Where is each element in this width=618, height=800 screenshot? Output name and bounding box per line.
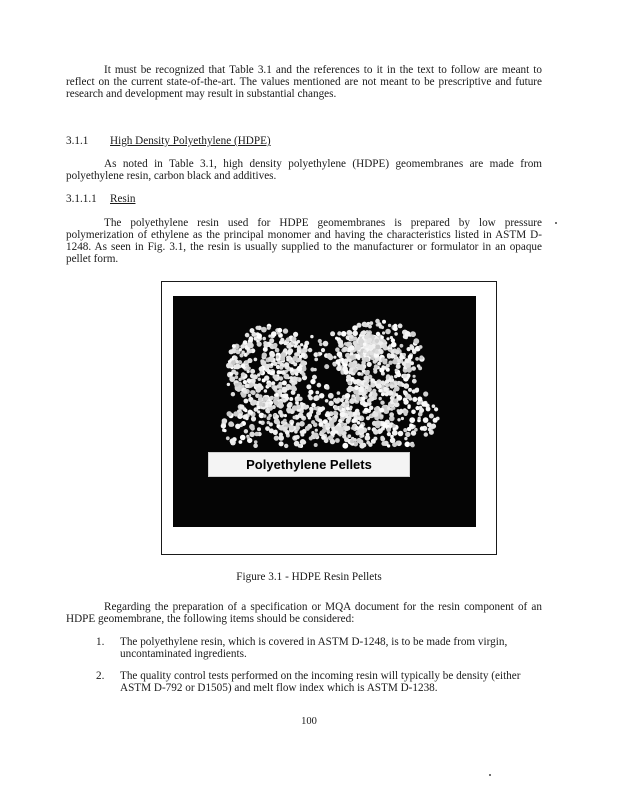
scan-speck <box>489 774 491 776</box>
list-marker: 1. <box>96 636 105 648</box>
list-text: The polyethylene resin, which is covered in ASTM D-1248, is to be made from virgin, uncontaminated ingredients. <box>120 636 508 660</box>
section-number: 3.1.1 <box>66 135 89 147</box>
pellets-image <box>173 296 476 527</box>
page-number: 100 <box>301 716 317 727</box>
scan-speck <box>555 222 557 224</box>
list-item <box>96 670 542 694</box>
resin-paragraph: The polyethylene resin used for HDPE geomembranes is prepared by low pressure polymerization of ethylene as the principal monomer and having the characteristics listed in ASTM D-1248. As seen in Fig. 3.1, the resin is usually supplied to the manufacturer or formulator in an opaque pellet form. <box>66 217 542 265</box>
pellet-pile <box>221 319 440 449</box>
subsection-heading-resin <box>66 193 135 205</box>
hdpe-paragraph: As noted in Table 3.1, high density polyethylene (HDPE) geomembranes are made from polyethylene resin, carbon black and additives. <box>66 158 542 182</box>
subsection-number: 3.1.1.1 <box>66 193 97 205</box>
list-marker: 2. <box>96 670 105 682</box>
pellets-photo <box>173 296 476 527</box>
list-text: The quality control tests performed on the incoming resin will typically be density (either ASTM D-792 or D1505) and melt flow index which is ASTM D-1238. <box>120 670 521 694</box>
intro-paragraph: It must be recognized that Table 3.1 and the references to it in the text to follow are meant to reflect on the current state-of-the-art. The values mentioned are not meant to be prescriptive and future research and development may result in substantial changes. <box>66 64 542 100</box>
figure-caption: Figure 3.1 - HDPE Resin Pellets <box>236 571 382 583</box>
list-item <box>96 636 542 660</box>
photo-label: Polyethylene Pellets <box>208 452 410 477</box>
section-title: High Density Polyethylene (HDPE) <box>110 135 271 147</box>
regarding-paragraph: Regarding the preparation of a specification or MQA document for the resin component of an HDPE geomembrane, the following items should be considered: <box>66 601 542 625</box>
subsection-title: Resin <box>110 193 136 205</box>
section-heading-hdpe <box>66 135 271 147</box>
